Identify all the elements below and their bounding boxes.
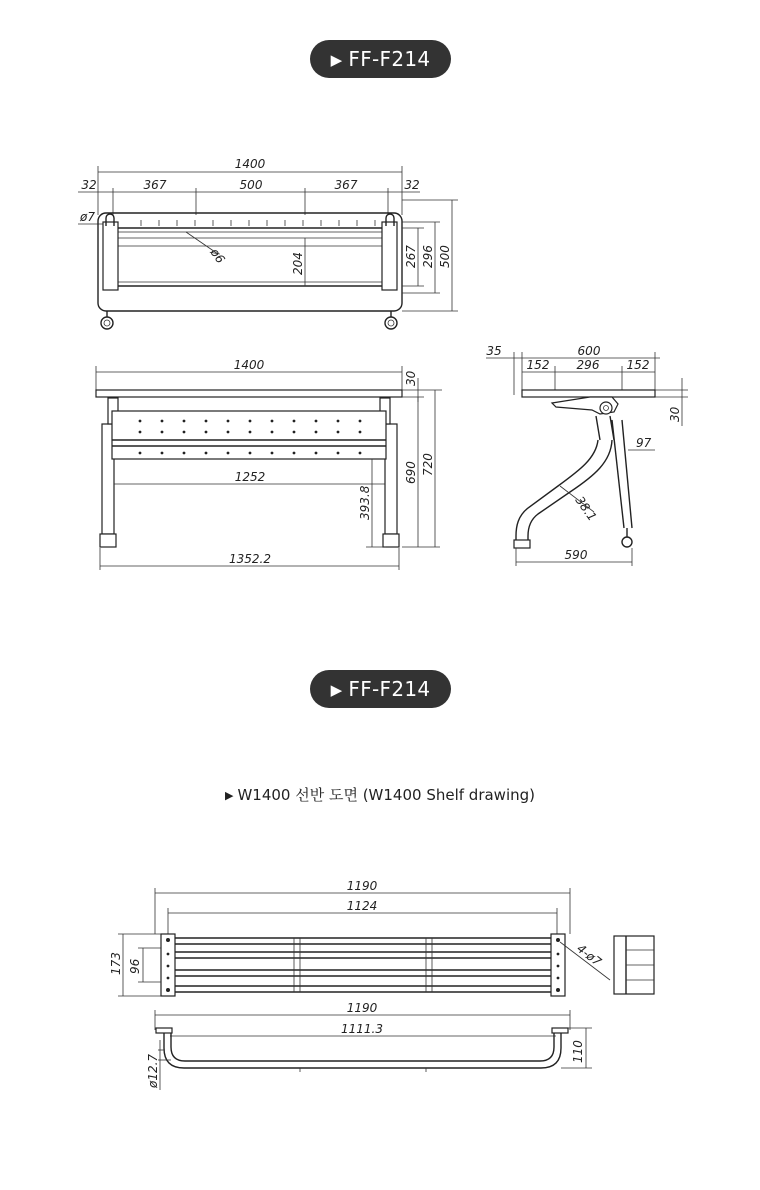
- dim-front-overall: 1400: [233, 358, 265, 372]
- dim-shelf-front-height: 110: [571, 1040, 585, 1063]
- dim-top-edge-left: 32: [81, 178, 97, 192]
- dim-side-offset: 97: [636, 436, 652, 450]
- dim-side-tube: 38.1: [572, 493, 600, 524]
- dim-top-depth-b: 296: [421, 245, 435, 268]
- dim-side-thick: 30: [668, 406, 682, 422]
- dim-front-height-b: 720: [421, 453, 435, 476]
- dim-top-depth-c: 500: [438, 245, 452, 268]
- play-triangle-icon: ▶: [224, 789, 234, 802]
- dim-side-depth: 600: [577, 344, 601, 358]
- dim-shelf-front-inner: 1111.3: [341, 1022, 383, 1036]
- dim-shelf-overall: 1190: [346, 879, 378, 893]
- dim-shelf-front-rod: ø12.7: [146, 1053, 160, 1088]
- dim-shelf-hole-span: 96: [128, 958, 142, 974]
- dim-side-seg-b: 296: [576, 358, 600, 372]
- dim-shelf-inner: 1124: [346, 899, 378, 913]
- dim-top-overall: 1400: [234, 157, 266, 171]
- dim-shelf-holes: 4-ø7: [574, 941, 605, 969]
- dim-top-span-left: 367: [143, 178, 167, 192]
- dim-top-hole: ø7: [80, 210, 95, 224]
- play-triangle-icon: ▶: [330, 51, 343, 69]
- dim-top-span-mid: 500: [239, 178, 263, 192]
- dim-top-edge-right: 32: [404, 178, 420, 192]
- dim-shelf-front-overall: 1190: [346, 1001, 378, 1015]
- dim-top-depth-a: 267: [404, 245, 418, 268]
- shelf-plan-view: [109, 879, 654, 996]
- dim-side-seg-a: 152: [526, 358, 550, 372]
- side-view: [486, 344, 688, 566]
- dim-side-seg-c: 152: [626, 358, 650, 372]
- dim-front-base: 1352.2: [229, 552, 271, 566]
- dim-top-inner-depth: 204: [291, 252, 305, 275]
- dim-top-rod: ø6: [207, 245, 228, 266]
- play-triangle-icon: ▶: [330, 681, 343, 699]
- dim-shelf-height: 173: [109, 952, 123, 975]
- dim-top-span-right: 367: [334, 178, 358, 192]
- dim-front-top-thick: 30: [404, 370, 418, 386]
- dim-side-overhang: 35: [486, 344, 502, 358]
- dim-side-base: 590: [564, 548, 588, 562]
- dim-front-panel-height: 393.8: [358, 485, 372, 520]
- section-title: FF-F214: [348, 677, 431, 701]
- caption-text: W1400 선반 도면 (W1400 Shelf drawing): [237, 786, 536, 804]
- dim-front-leg-span: 1252: [234, 470, 266, 484]
- shelf-front-view: [146, 1001, 592, 1090]
- front-view: [96, 358, 442, 570]
- top-view: [78, 157, 458, 329]
- dim-front-height-a: 690: [404, 461, 418, 484]
- section-title: FF-F214: [348, 47, 431, 71]
